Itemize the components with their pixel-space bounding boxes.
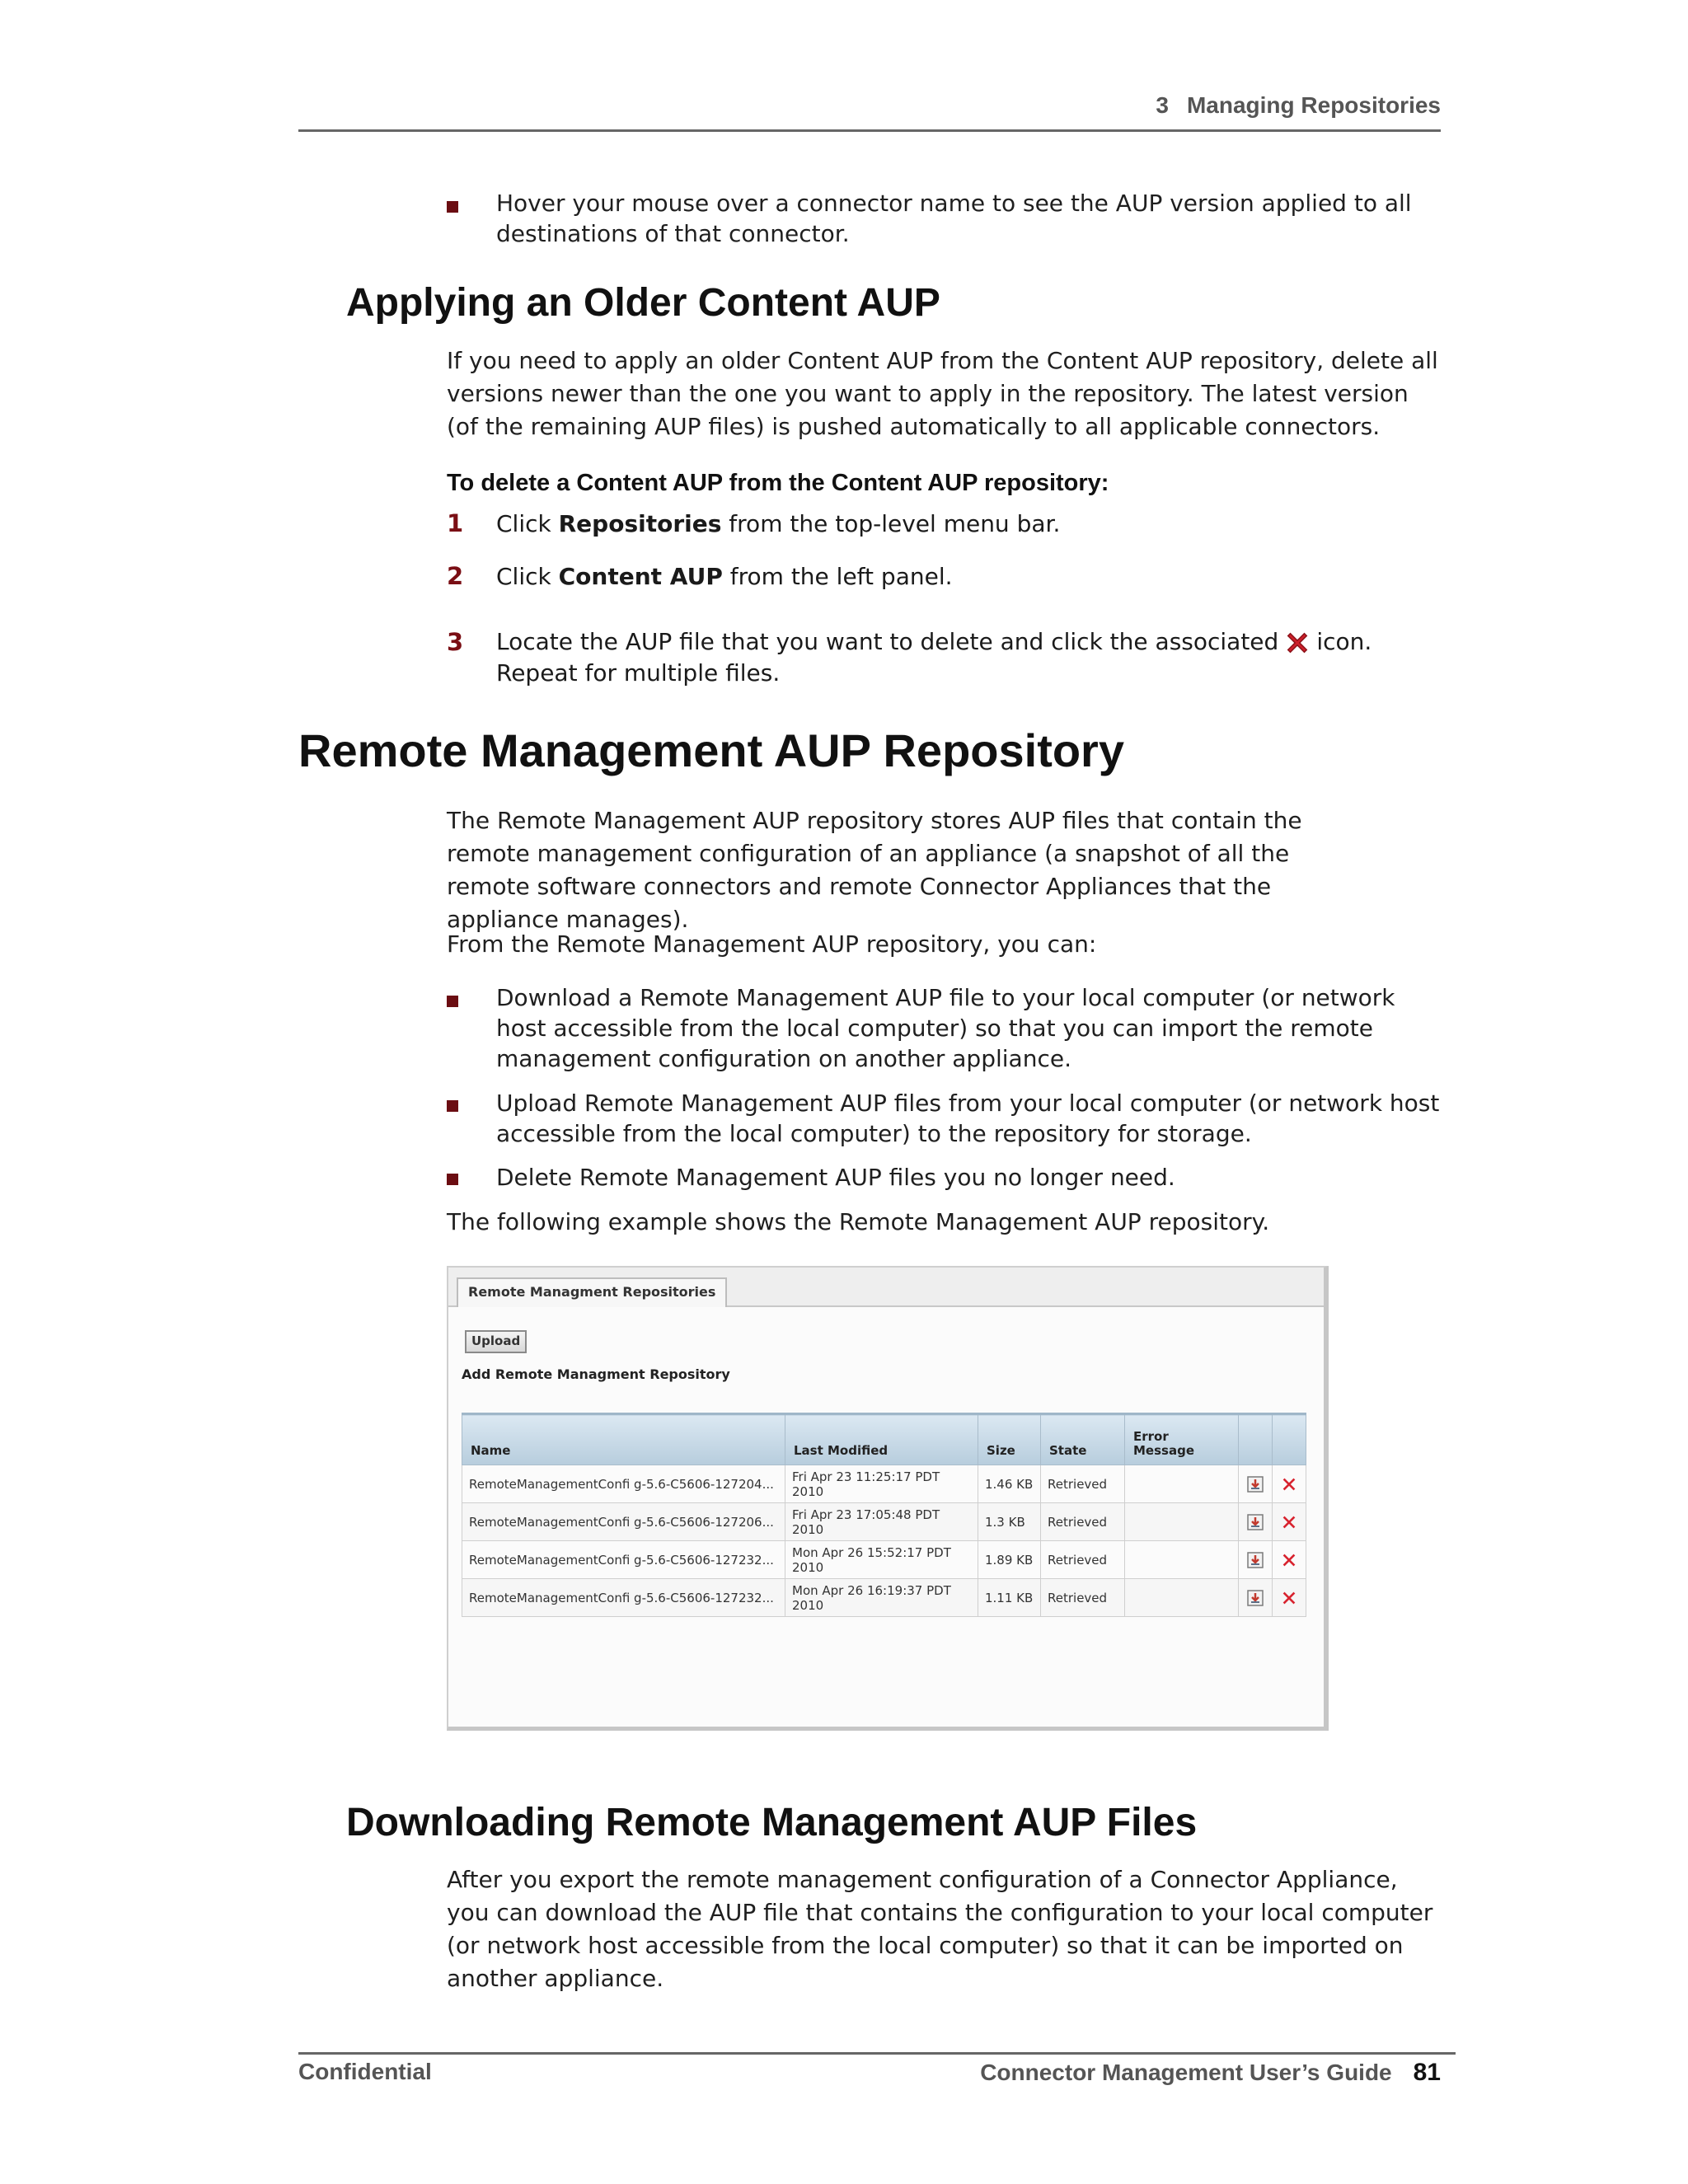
column-header-download	[1239, 1414, 1273, 1465]
step-1-bold: Repositories	[558, 510, 722, 537]
tab-remote-repositories[interactable]: Remote Managment Repositories	[457, 1277, 727, 1307]
cell-name: RemoteManagementConfi g-5.6-C5606-127232...	[462, 1579, 785, 1617]
remote-bullet-1: Download a Remote Management AUP file to your local computer (or network host accessible from the local computer) so that you can import the remote management configuration on another appliance.	[496, 984, 1395, 1072]
column-header-name[interactable]: Name	[462, 1414, 785, 1465]
chapter-title: Managing Repositories	[1186, 92, 1441, 118]
download-cell	[1239, 1541, 1273, 1579]
step-3-pre: Locate the AUP file that you want to delete and click the associated	[496, 628, 1279, 655]
step-number-1: 1	[447, 509, 464, 537]
cell-size: 1.3 KB	[978, 1503, 1041, 1541]
header-rule	[298, 129, 1441, 132]
step-number-3: 3	[447, 628, 464, 656]
cell-name: RemoteManagementConfi g-5.6-C5606-127204...	[462, 1465, 785, 1503]
table-header-row	[462, 1414, 1306, 1465]
upload-button[interactable]: Upload	[465, 1330, 527, 1353]
step-number-2: 2	[447, 562, 464, 590]
cell-error-message	[1125, 1465, 1239, 1503]
column-header-error-message[interactable]: Error Message	[1125, 1414, 1239, 1465]
remote-bullet-3: Delete Remote Management AUP files you no longer need.	[496, 1164, 1175, 1191]
running-header	[1156, 92, 1441, 119]
download-icon[interactable]	[1246, 1589, 1264, 1607]
bullet-icon	[447, 1174, 458, 1185]
delete-icon[interactable]	[1280, 1589, 1298, 1607]
cell-state: Retrieved	[1041, 1541, 1125, 1579]
bullet-icon	[447, 996, 458, 1007]
step-1-text	[496, 509, 1444, 540]
delete-icon[interactable]	[1280, 1475, 1298, 1493]
column-header-size[interactable]: Size	[978, 1414, 1041, 1465]
remote-bullet-2: Upload Remote Management AUP files from your local computer (or network host accessible from the local computer) to the repository for storage.	[496, 1090, 1440, 1147]
column-header-delete	[1273, 1414, 1306, 1465]
step-3-text	[496, 626, 1444, 689]
delete-icon[interactable]	[1280, 1551, 1298, 1569]
cell-size: 1.46 KB	[978, 1465, 1041, 1503]
section-heading-remote: Remote Management AUP Repository	[298, 724, 1124, 776]
cell-last-modified: Fri Apr 23 11:25:17 PDT 2010	[785, 1465, 978, 1503]
footer-guide-title: Connector Management User’s Guide	[980, 2060, 1392, 2085]
repository-table	[462, 1413, 1306, 1617]
step-2-post: from the left panel.	[722, 563, 953, 590]
step-2-text	[496, 561, 1444, 593]
intro-bullet-text: Hover your mouse over a connector name to see the AUP version applied to all destinations of that connector.	[496, 190, 1412, 247]
delete-icon	[1283, 629, 1311, 657]
table-row	[462, 1465, 1306, 1503]
cell-error-message	[1125, 1541, 1239, 1579]
section-heading-older: Applying an Older Content AUP	[346, 281, 940, 325]
step-3-post: icon. Repeat for multiple files.	[496, 628, 1372, 687]
cell-last-modified: Mon Apr 26 15:52:17 PDT 2010	[785, 1541, 978, 1579]
step-1-pre: Click	[496, 510, 559, 537]
remote-can-intro: From the Remote Management AUP repository, you can:	[447, 930, 1097, 958]
download-icon[interactable]	[1246, 1475, 1264, 1493]
example-intro: The following example shows the Remote Management AUP repository.	[447, 1208, 1270, 1235]
download-icon[interactable]	[1246, 1551, 1264, 1569]
delete-icon[interactable]	[1280, 1513, 1298, 1531]
cell-name: RemoteManagementConfi g-5.6-C5606-127206...	[462, 1503, 785, 1541]
step-2-bold: Content AUP	[558, 563, 723, 590]
column-header-last-modified[interactable]: Last Modified	[785, 1414, 978, 1465]
table-row	[462, 1541, 1306, 1579]
add-repository-label: Add Remote Managment Repository	[462, 1366, 730, 1382]
repository-screenshot	[447, 1266, 1329, 1731]
download-cell	[1239, 1579, 1273, 1617]
download-icon[interactable]	[1246, 1513, 1264, 1531]
cell-state: Retrieved	[1041, 1465, 1125, 1503]
delete-cell	[1273, 1503, 1306, 1541]
procedure-title: To delete a Content AUP from the Content AUP repository:	[447, 470, 1109, 496]
download-cell	[1239, 1465, 1273, 1503]
cell-size: 1.89 KB	[978, 1541, 1041, 1579]
footer-guide	[980, 2059, 1441, 2087]
table-row	[462, 1579, 1306, 1617]
cell-last-modified: Fri Apr 23 17:05:48 PDT 2010	[785, 1503, 978, 1541]
footer-confidential: Confidential	[298, 2059, 432, 2084]
delete-cell	[1273, 1579, 1306, 1617]
page-number: 81	[1413, 2059, 1441, 2086]
download-paragraph: After you export the remote management configuration of a Connector Appliance, you can download the AUP file that contains the configuration to your local computer (or network host accessible from the local computer) so that it can be imported on another appliance.	[447, 1866, 1433, 1992]
cell-name: RemoteManagementConfi g-5.6-C5606-127232...	[462, 1541, 785, 1579]
cell-state: Retrieved	[1041, 1503, 1125, 1541]
bullet-icon	[447, 201, 458, 213]
older-paragraph: If you need to apply an older Content AUP from the Content AUP repository, delete all versions newer than the one you want to apply in the repository. The latest version (of the remaining AUP files) is pushed automatically to all applicable connectors.	[447, 347, 1438, 440]
cell-state: Retrieved	[1041, 1579, 1125, 1617]
cell-error-message	[1125, 1503, 1239, 1541]
chapter-number: 3	[1156, 92, 1169, 118]
delete-cell	[1273, 1541, 1306, 1579]
step-1-post: from the top-level menu bar.	[721, 510, 1061, 537]
remote-paragraph: The Remote Management AUP repository stores AUP files that contain the remote management configuration of an appliance (a snapshot of all the remote software connectors and remote Connector Appliances that the appliance manages).	[447, 807, 1302, 933]
delete-cell	[1273, 1465, 1306, 1503]
column-header-state[interactable]: State	[1041, 1414, 1125, 1465]
step-2-pre: Click	[496, 563, 559, 590]
footer-rule	[298, 2052, 1456, 2055]
section-heading-download: Downloading Remote Management AUP Files	[346, 1801, 1198, 1844]
cell-error-message	[1125, 1579, 1239, 1617]
download-cell	[1239, 1503, 1273, 1541]
cell-size: 1.11 KB	[978, 1579, 1041, 1617]
cell-last-modified: Mon Apr 26 16:19:37 PDT 2010	[785, 1579, 978, 1617]
table-row	[462, 1503, 1306, 1541]
bullet-icon	[447, 1100, 458, 1112]
